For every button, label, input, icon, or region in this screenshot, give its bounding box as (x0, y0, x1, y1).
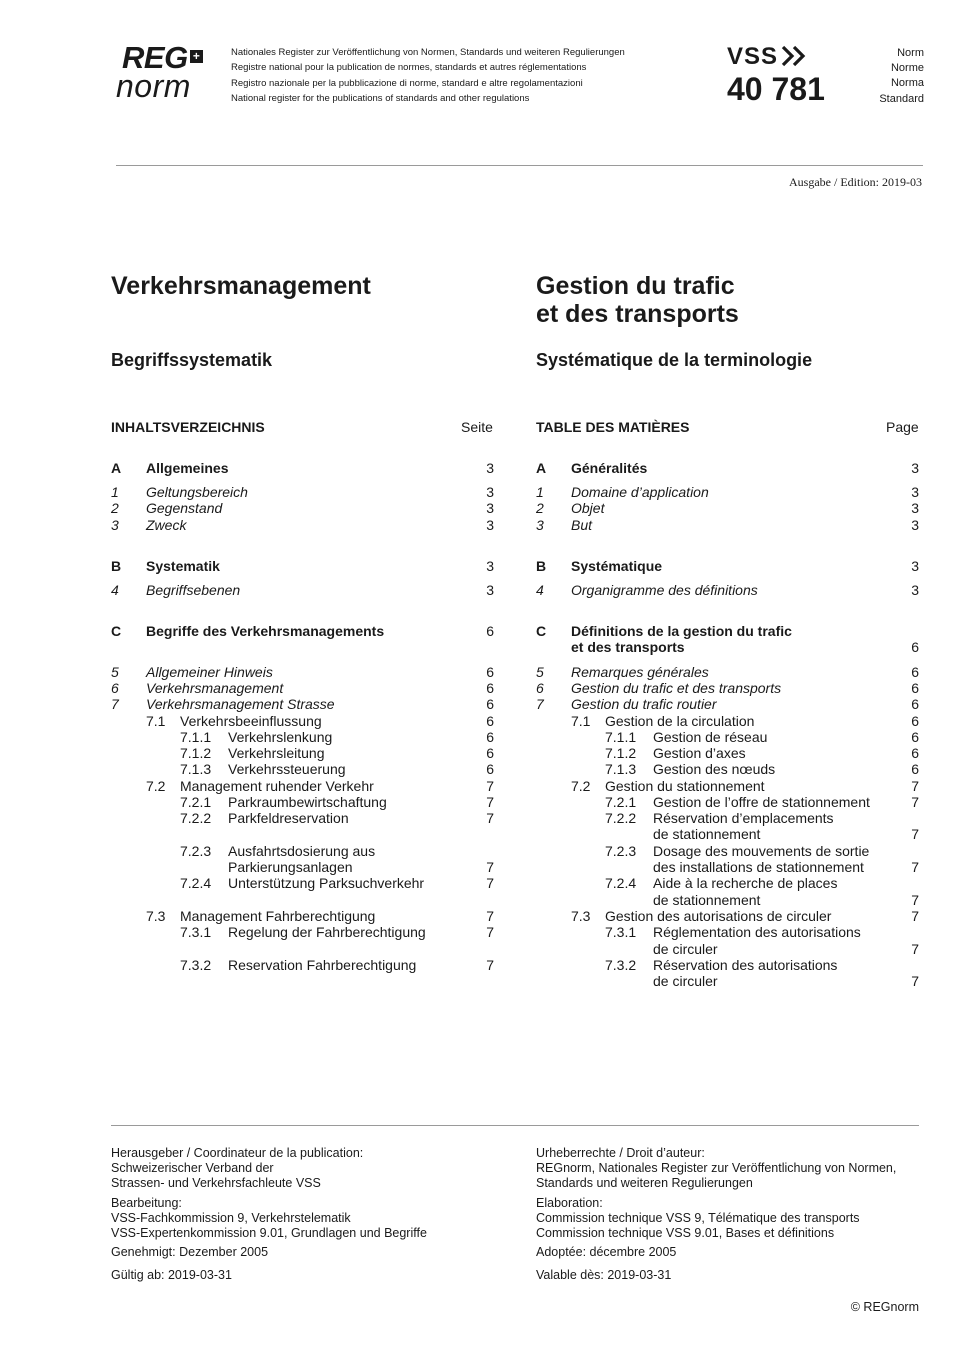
toc-page-number: 7 (911, 973, 919, 989)
register-line-fr: Registre national pour la publication de normes, standards et autres réglementations (231, 62, 587, 74)
toc-page-number: 6 (486, 623, 494, 639)
toc-page-number: 7 (486, 810, 494, 826)
toc-entry-title: Domaine d’application (571, 484, 709, 500)
toc-number: 7.1.3 (180, 761, 212, 777)
approved-de: Genehmigt: Dezember 2005 (111, 1245, 269, 1260)
toc-number: 6 (536, 680, 544, 696)
toc-page-number: 3 (486, 558, 494, 574)
subtitle-de: Begriffssystematik (111, 350, 273, 370)
toc-entry-title: Reservation Fahrberechtigung (228, 957, 417, 973)
toc-number: C (536, 623, 547, 639)
toc-number: A (536, 460, 547, 476)
toc-number: 7.3.2 (180, 957, 212, 973)
toc-entry-title: de stationnement (653, 826, 761, 842)
toc-entry-title: de circuler (653, 973, 718, 989)
toc-entry-title: Begriffsebenen (146, 582, 241, 598)
toc-entry-title: Management Fahrberechtigung (180, 908, 376, 924)
register-line-de: Nationales Register zur Veröffentlichung von Normen, Standards und weiteren Regulierungen (231, 47, 625, 58)
toc-entry-title: Gestion du trafic et des transports (571, 680, 782, 696)
toc-entry-title: Ausfahrtsdosierung aus (228, 843, 376, 859)
toc-number: 7.2.1 (180, 794, 212, 810)
toc-entry-title: Définitions de la gestion du trafic (571, 623, 792, 639)
toc-number: 7.2 (146, 778, 166, 794)
toc-page-number: 6 (911, 745, 919, 761)
toc-page-number: 3 (911, 558, 919, 574)
logo-reg-text: REG (122, 40, 188, 75)
toc-entry-title: Dosage des mouvements de sortie (653, 843, 870, 859)
toc-page-number: 3 (486, 517, 494, 533)
toc-page-number: 6 (486, 745, 494, 761)
toc-entry-title: Remarques générales (571, 664, 709, 680)
toc-entry-title: Parkraumbewirtschaftung (228, 794, 387, 810)
toc-entry-title: Gestion du stationnement (605, 778, 765, 794)
toc-entry-title: Zweck (146, 517, 187, 533)
toc-entry-title: Verkehrsleitung (228, 745, 325, 761)
vss-arrows-icon (780, 45, 806, 67)
toc-number: 7 (111, 696, 119, 712)
toc-fr (0, 460, 970, 1020)
toc-page-number: 7 (486, 778, 494, 794)
toc-page-number: 7 (486, 859, 494, 875)
toc-number: 2 (111, 500, 119, 516)
toc-number: 7.2.2 (605, 810, 637, 826)
toc-number: 3 (536, 517, 544, 533)
toc-heading-de: INHALTSVERZEICHNIS (111, 419, 265, 435)
vss-logo-text: VSS (727, 43, 779, 70)
toc-number: 7.2.3 (605, 843, 637, 859)
toc-entry-title: Organigramme des définitions (571, 582, 758, 598)
register-line-en: National register for the publications of standards and other regulations (231, 92, 530, 104)
toc-entry-title: Réglementation des autorisations (653, 924, 861, 940)
toc-entry-title: Verkehrslenkung (228, 729, 333, 745)
toc-page-number: 7 (911, 826, 919, 842)
toc-number: 7.1.2 (605, 745, 637, 761)
register-line-it: Registro nazionale per la pubblicazione di norme, standard e altre regolamentazioni (231, 77, 583, 89)
toc-page-number: 3 (911, 484, 919, 500)
toc-page-number: 6 (911, 639, 919, 655)
toc-number: A (111, 460, 122, 476)
toc-number: 7.2.3 (180, 843, 212, 859)
toc-page-number: 7 (486, 924, 494, 940)
toc-entry-title: Geltungsbereich (146, 484, 248, 500)
toc-page-number: 3 (486, 484, 494, 500)
toc-page-number: 6 (911, 680, 919, 696)
norm-label-fr: Norme (890, 62, 924, 75)
header-divider (116, 165, 923, 166)
toc-number: 7.2.2 (180, 810, 212, 826)
toc-number: 5 (111, 664, 119, 680)
copyright-notice: © REGnorm (850, 1300, 919, 1314)
toc-page-label-de: Seite (461, 419, 493, 435)
subtitle-fr: Systématique de la terminologie (536, 350, 813, 370)
norm-label-de: Norm (897, 47, 924, 59)
editing-line-1-fr: Commission technique VSS 9, Télématique des transports (536, 1210, 860, 1225)
toc-page-number: 6 (486, 761, 494, 777)
vss-logo (727, 45, 806, 69)
edition-label: Ausgabe / Edition: 2019-03 (789, 175, 922, 189)
toc-page-number: 7 (911, 794, 919, 810)
publisher-line-1: Schweizerischer Verband der (111, 1161, 274, 1176)
toc-entry-title: Gestion des nœuds (653, 761, 776, 777)
copyright-label: Urheberrechte / Droit d’auteur: (536, 1146, 705, 1160)
toc-page-number: 3 (911, 460, 919, 476)
toc-number: C (111, 623, 122, 639)
toc-number: 7.1.1 (605, 729, 637, 745)
toc-entry-title: Objet (571, 500, 605, 516)
copyright-line-2: Standards und weiteren Regulierungen (536, 1176, 753, 1191)
toc-entry-title: de circuler (653, 941, 718, 957)
copyright-line-1: REGnorm, Nationales Register zur Veröffentlichung von Normen, (536, 1161, 897, 1176)
footer-fr (536, 1146, 896, 1284)
toc-number: 7.3.1 (605, 924, 637, 940)
toc-number: 4 (536, 582, 544, 598)
toc-number: 7.1 (571, 713, 591, 729)
toc-page-number: 6 (486, 680, 494, 696)
toc-page-number: 7 (911, 778, 919, 794)
toc-page-number: 7 (486, 794, 494, 810)
toc-number: 3 (111, 517, 119, 533)
toc-page-number: 7 (911, 908, 919, 924)
toc-entry-title: des installations de stationnement (653, 859, 864, 875)
toc-entry-title: et des transports (571, 639, 685, 655)
title-fr (536, 272, 739, 328)
swiss-cross-icon: + (190, 50, 203, 63)
toc-entry-title: Réservation des autorisations (653, 957, 838, 973)
toc-page-number: 6 (486, 713, 494, 729)
toc-entry-title: Begriffe des Verkehrsmanagements (146, 623, 385, 639)
toc-number: 1 (536, 484, 544, 500)
toc-page-number: 6 (911, 729, 919, 745)
norm-label-it: Norma (890, 77, 924, 90)
toc-number: 7.2.1 (605, 794, 637, 810)
valid-fr: Valable dès: 2019-03-31 (536, 1268, 672, 1283)
toc-page-number: 7 (486, 957, 494, 973)
logo-norm-text: norm (116, 68, 191, 104)
toc-entry-title: Gestion de la circulation (605, 713, 755, 729)
toc-entry-title: Réservation d’emplacements (653, 810, 834, 826)
title-fr-line-2: et des transports (536, 300, 739, 328)
toc-entry-title: Aide à la recherche de places (653, 875, 838, 891)
toc-entry-title: Regelung der Fahrberechtigung (228, 924, 426, 940)
title-de: Verkehrsmanagement (111, 272, 371, 300)
toc-number: 7.1 (146, 713, 166, 729)
norm-labels (879, 46, 924, 107)
toc-page-number: 3 (486, 500, 494, 516)
toc-number: B (111, 558, 122, 574)
toc-entry-title: Verkehrssteuerung (228, 761, 346, 777)
standard-number: 40 781 (727, 71, 825, 107)
toc-page-number: 7 (486, 875, 494, 891)
toc-entry-title: Management ruhender Verkehr (180, 778, 374, 794)
toc-entry-title: Gestion de réseau (653, 729, 768, 745)
toc-number: 7.1.3 (605, 761, 637, 777)
toc-number: 7 (536, 696, 544, 712)
toc-number: 7.3.1 (180, 924, 212, 940)
editing-label-de: Bearbeitung: (111, 1195, 182, 1210)
toc-page-label-fr: Page (886, 419, 919, 435)
publisher-label: Herausgeber / Coordinateur de la publication: (111, 1146, 364, 1160)
toc-number: 5 (536, 664, 544, 680)
toc-number: 7.1.2 (180, 745, 212, 761)
toc-page-number: 6 (911, 713, 919, 729)
register-description (231, 45, 625, 106)
toc-number: 2 (536, 500, 544, 516)
toc-entry-title: Allgemeiner Hinweis (146, 664, 273, 680)
toc-number: 7.3 (571, 908, 591, 924)
valid-de: Gültig ab: 2019-03-31 (111, 1268, 232, 1283)
toc-entry-title: Gestion des autorisations de circuler (605, 908, 832, 924)
toc-number: 7.2.4 (605, 875, 637, 891)
toc-entry-title: de stationnement (653, 892, 761, 908)
publisher-line-2: Strassen- und Verkehrsfachleute VSS (111, 1176, 321, 1191)
toc-page-number: 3 (911, 500, 919, 516)
toc-number: 6 (111, 680, 119, 696)
toc-entry-title: Généralités (571, 460, 648, 476)
toc-page-number: 3 (486, 460, 494, 476)
toc-page-number: 6 (486, 664, 494, 680)
toc-page-number: 7 (911, 941, 919, 957)
toc-entry-title: Allgemeines (146, 460, 229, 476)
toc-entry-title: Verkehrsbeeinflussung (180, 713, 322, 729)
toc-number: 4 (111, 582, 119, 598)
toc-entry-title: Systématique (571, 558, 663, 574)
toc-page-number: 6 (486, 729, 494, 745)
editing-line-1-de: VSS-Fachkommission 9, Verkehrstelematik (111, 1210, 351, 1225)
toc-number: 7.1.1 (180, 729, 212, 745)
toc-heading-fr: TABLE DES MATIÈRES (536, 419, 690, 435)
toc-number: 1 (111, 484, 119, 500)
toc-entry-title: But (571, 517, 593, 533)
toc-entry-title: Gegenstand (146, 500, 223, 516)
title-fr-line-1: Gestion du trafic (536, 272, 735, 300)
editing-label-fr: Elaboration: (536, 1195, 603, 1210)
toc-entry-title: Verkehrsmanagement (146, 680, 284, 696)
toc-entry-title: Parkfeldreservation (228, 810, 349, 826)
footer-de (111, 1146, 427, 1284)
toc-entry-title: Verkehrsmanagement Strasse (146, 696, 335, 712)
toc-page-number: 7 (911, 892, 919, 908)
toc-page-number: 3 (911, 517, 919, 533)
toc-entry-title: Gestion d’axes (653, 745, 746, 761)
editing-line-2-fr: Commission technique VSS 9.01, Bases et définitions (536, 1226, 835, 1241)
toc-number: 7.3 (146, 908, 166, 924)
approved-fr: Adoptée: décembre 2005 (536, 1245, 677, 1260)
toc-page-number: 6 (486, 696, 494, 712)
toc-number: 7.2 (571, 778, 591, 794)
toc-page-number: 6 (911, 664, 919, 680)
toc-entry-title: Gestion de l’offre de stationnement (653, 794, 870, 810)
toc-entry-title: Gestion du trafic routier (571, 696, 717, 712)
toc-number: 7.2.4 (180, 875, 212, 891)
toc-page-number: 3 (911, 582, 919, 598)
toc-entry-title: Parkierungsanlagen (228, 859, 353, 875)
toc-entry-title: Unterstützung Parksuchverkehr (228, 875, 425, 891)
toc-page-number: 6 (911, 761, 919, 777)
toc-number: B (536, 558, 547, 574)
toc-page-number: 7 (911, 859, 919, 875)
toc-entry-title: Systematik (146, 558, 220, 574)
norm-label-en: Standard (879, 92, 924, 105)
footer-divider (111, 1125, 919, 1126)
editing-line-2-de: VSS-Expertenkommission 9.01, Grundlagen und Begriffe (111, 1226, 427, 1241)
toc-page-number: 3 (486, 582, 494, 598)
toc-page-number: 7 (486, 908, 494, 924)
toc-number: 7.3.2 (605, 957, 637, 973)
toc-page-number: 6 (911, 696, 919, 712)
